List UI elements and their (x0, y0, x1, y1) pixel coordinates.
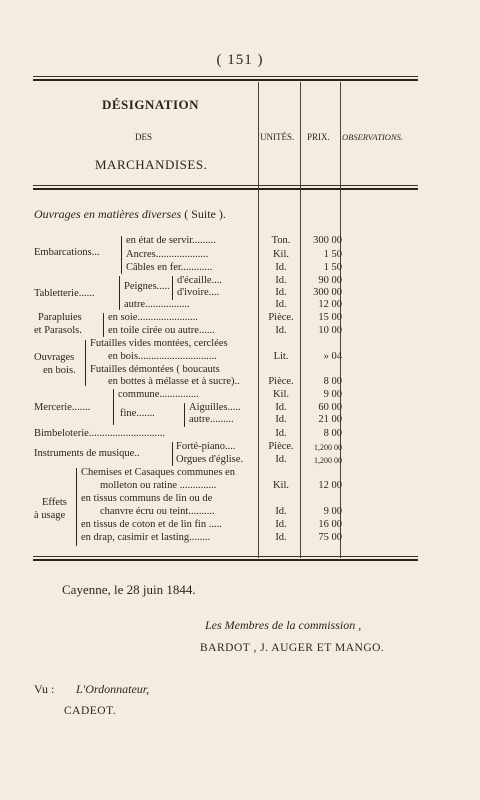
row-unit: Pièce. (268, 441, 294, 452)
row-label: d'écaille.... (177, 275, 223, 286)
row-price: 16 00 (318, 519, 342, 530)
row-label: Aiguilles..... (189, 402, 241, 413)
row-price: 1,200 00 (314, 443, 342, 452)
row-unit: Id. (275, 506, 287, 517)
row-price: 8 00 (323, 376, 342, 387)
brace (113, 389, 114, 425)
header-rule-thick (33, 188, 418, 190)
header-observations: OBSERVATIONS. (342, 132, 403, 142)
row-price: 60 00 (318, 402, 342, 413)
row-price: 10 00 (318, 325, 342, 336)
category-a-usage: à usage (34, 510, 66, 521)
table-bottom-rule-thick (33, 559, 418, 561)
section-title (34, 207, 226, 222)
row-price: 12 00 (318, 299, 342, 310)
row-label: en soie....................... (108, 312, 198, 323)
header-des: DES (135, 132, 153, 142)
brace (172, 276, 173, 300)
row-unit: Id. (275, 287, 287, 298)
category-parasols: et Parasols. (34, 325, 82, 336)
place-date: Cayenne, le 28 juin 1844. (62, 582, 196, 597)
row-unit: Id. (275, 414, 287, 425)
category-effets: Effets (42, 497, 67, 508)
ordonnateur-label: L'Ordonnateur, (76, 682, 150, 696)
row-label: autre......... (189, 414, 234, 425)
brace (76, 468, 77, 546)
row-unit: Pièce. (268, 312, 294, 323)
row-unit: Lit. (273, 351, 289, 362)
category-embarcations: Embarcations... (34, 247, 100, 258)
row-label: en bottes à mélasse et à sucre).. (108, 376, 240, 387)
category-tabletterie: Tabletterie...... (34, 288, 95, 299)
row-label: en tissus communs de lin ou de (81, 493, 213, 504)
row-label: Ancres.................... (126, 249, 209, 260)
row-label: autre................. (124, 299, 190, 310)
row-price: » 04 (323, 351, 342, 362)
row-price: 12 00 (318, 480, 342, 491)
brace (172, 442, 173, 466)
row-label: en drap, casimir et lasting........ (81, 532, 211, 543)
table-bottom-rule (33, 556, 418, 557)
row-unit: Id. (275, 454, 287, 465)
signatory-cadeot: CADEOT. (64, 705, 117, 717)
brace (119, 276, 120, 310)
row-label: chanvre écru ou teint.......... (100, 506, 215, 517)
vu-label: Vu : (34, 682, 55, 696)
row-unit: Kil. (272, 480, 290, 491)
row-price: 1 50 (323, 249, 342, 260)
brace (103, 313, 104, 337)
sub-peignes: Peignes..... (124, 281, 170, 292)
header-rule (33, 185, 418, 186)
category-en-bois: en bois. (43, 365, 76, 376)
row-label: Futailles démontées ( boucauts (90, 364, 220, 375)
row-price: 1 50 (323, 262, 342, 273)
category-mercerie: Mercerie....... (34, 402, 91, 413)
row-label: en toile cirée ou autre...... (108, 325, 215, 336)
header-prix: PRIX. (307, 132, 330, 142)
row-unit: Id. (275, 532, 287, 543)
category-bimbeloterie: Bimbeloterie............................. (34, 428, 165, 439)
row-label: en tissus de coton et de lin fin ..... (81, 519, 222, 530)
category-parapluies: Parapluies (38, 312, 82, 323)
table-top-rule (33, 76, 418, 77)
header-unites: UNITÉS. (260, 132, 295, 142)
row-label: en état de servir......... (126, 235, 216, 246)
row-unit: Kil. (272, 389, 290, 400)
row-unit: Id. (275, 275, 287, 286)
row-unit: Id. (275, 299, 287, 310)
row-unit: Ton. (271, 235, 291, 246)
commission-names: BARDOT , J. AUGER ET MANGO. (200, 642, 385, 654)
row-label: Câbles en fer............ (126, 262, 213, 273)
category-ouvrages: Ouvrages (34, 352, 75, 363)
table-top-rule-thick (33, 79, 418, 81)
row-label: Futailles vides montées, cerclées (90, 338, 228, 349)
row-unit: Id. (275, 325, 287, 336)
brace (184, 403, 185, 427)
row-unit: Id. (275, 262, 287, 273)
row-price: 1,200 00 (314, 456, 342, 465)
category-instruments: Instruments de musique.. (34, 448, 140, 459)
commission-line: Les Membres de la commission , (205, 618, 362, 632)
row-price: 21 00 (318, 414, 342, 425)
sub-fine: fine....... (120, 408, 155, 419)
section-title-text: Ouvrages en matières diverses (34, 207, 182, 221)
brace (121, 236, 122, 274)
row-price: 300 00 (313, 235, 342, 246)
row-price: 300 00 (313, 287, 342, 298)
row-label: commune............... (118, 389, 199, 400)
row-label: Forté-piano.... (176, 441, 236, 452)
row-unit: Kil. (272, 249, 290, 260)
row-label: d'ivoire.... (177, 287, 220, 298)
row-unit: Id. (275, 519, 287, 530)
row-price: 75 00 (318, 532, 342, 543)
row-price: 9 00 (323, 506, 342, 517)
row-unit: Id. (275, 428, 287, 439)
row-label: Orgues d'église. (176, 454, 244, 465)
row-price: 15 00 (318, 312, 342, 323)
row-unit: Pièce. (268, 376, 294, 387)
brace (85, 340, 86, 386)
row-price: 90 00 (318, 275, 342, 286)
row-label: Chemises et Casaques communes en (81, 467, 235, 478)
row-label: molleton ou ratine .............. (100, 480, 217, 491)
row-price: 8 00 (323, 428, 342, 439)
row-price: 9 00 (323, 389, 342, 400)
header-marchandises: MARCHANDISES. (95, 157, 208, 172)
section-suite: ( Suite ). (184, 207, 226, 221)
page-number: ( 151 ) (216, 52, 264, 68)
row-label: en bois.............................. (108, 351, 217, 362)
row-unit: Id. (275, 402, 287, 413)
header-designation: DÉSIGNATION (102, 97, 200, 112)
